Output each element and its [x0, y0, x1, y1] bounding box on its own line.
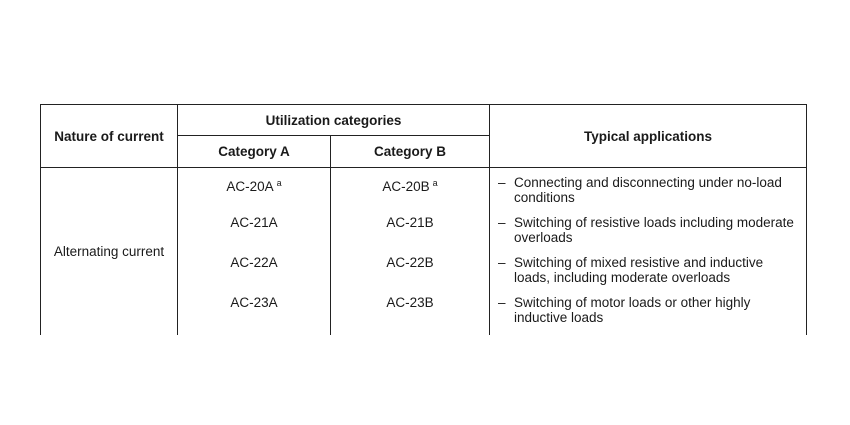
application-item	[498, 215, 800, 255]
dash-bullet: –	[498, 215, 506, 230]
utilization-categories-header: Utilization categories	[178, 105, 490, 136]
category-a-item	[230, 215, 277, 255]
category-b-code: AC-21B	[386, 215, 434, 230]
nature-cell	[41, 168, 178, 336]
nature-value: Alternating current	[53, 244, 165, 259]
typical-applications-header: Typical applications	[490, 105, 807, 168]
application-text: Switching of mixed resistive and inductive loads, including moderate overloads	[514, 255, 764, 285]
category-a-code: AC-20A	[226, 179, 274, 194]
category-a-code: AC-21A	[230, 215, 278, 230]
application-item	[498, 255, 800, 295]
category-a-header: Category A	[178, 136, 331, 168]
utilization-table-container	[40, 104, 806, 335]
category-b-list	[331, 168, 489, 335]
category-a-cell	[178, 168, 331, 336]
category-a-item	[226, 175, 281, 215]
footnote-marker: a	[432, 178, 438, 188]
category-a-code: AC-23A	[230, 295, 278, 310]
application-text: Connecting and disconnecting under no-load conditions	[514, 175, 782, 205]
category-b-cell	[331, 168, 490, 336]
category-b-code: AC-22B	[386, 255, 434, 270]
category-b-item	[386, 295, 433, 335]
dash-bullet: –	[498, 255, 506, 270]
dash-bullet: –	[498, 295, 506, 310]
application-text: Switching of motor loads or other highly inductive loads	[514, 295, 751, 325]
application-item	[498, 175, 800, 215]
applications-cell	[490, 168, 807, 336]
category-b-code: AC-20B	[382, 179, 430, 194]
application-item	[498, 295, 800, 335]
nature-of-current-header: Nature of current	[41, 105, 178, 168]
utilization-categories-table	[40, 104, 807, 335]
category-a-code: AC-22A	[230, 255, 278, 270]
dash-bullet: –	[498, 175, 506, 190]
footnote-marker: a	[276, 178, 282, 188]
category-b-item	[386, 215, 433, 255]
category-b-header: Category B	[331, 136, 490, 168]
category-a-item	[230, 255, 277, 295]
category-a-item	[230, 295, 277, 335]
category-b-code: AC-23B	[386, 295, 434, 310]
category-b-item	[382, 175, 437, 215]
application-text: Switching of resistive loads including moderate overloads	[514, 215, 794, 245]
applications-list	[490, 168, 806, 335]
category-a-list	[178, 168, 330, 335]
category-b-item	[386, 255, 433, 295]
